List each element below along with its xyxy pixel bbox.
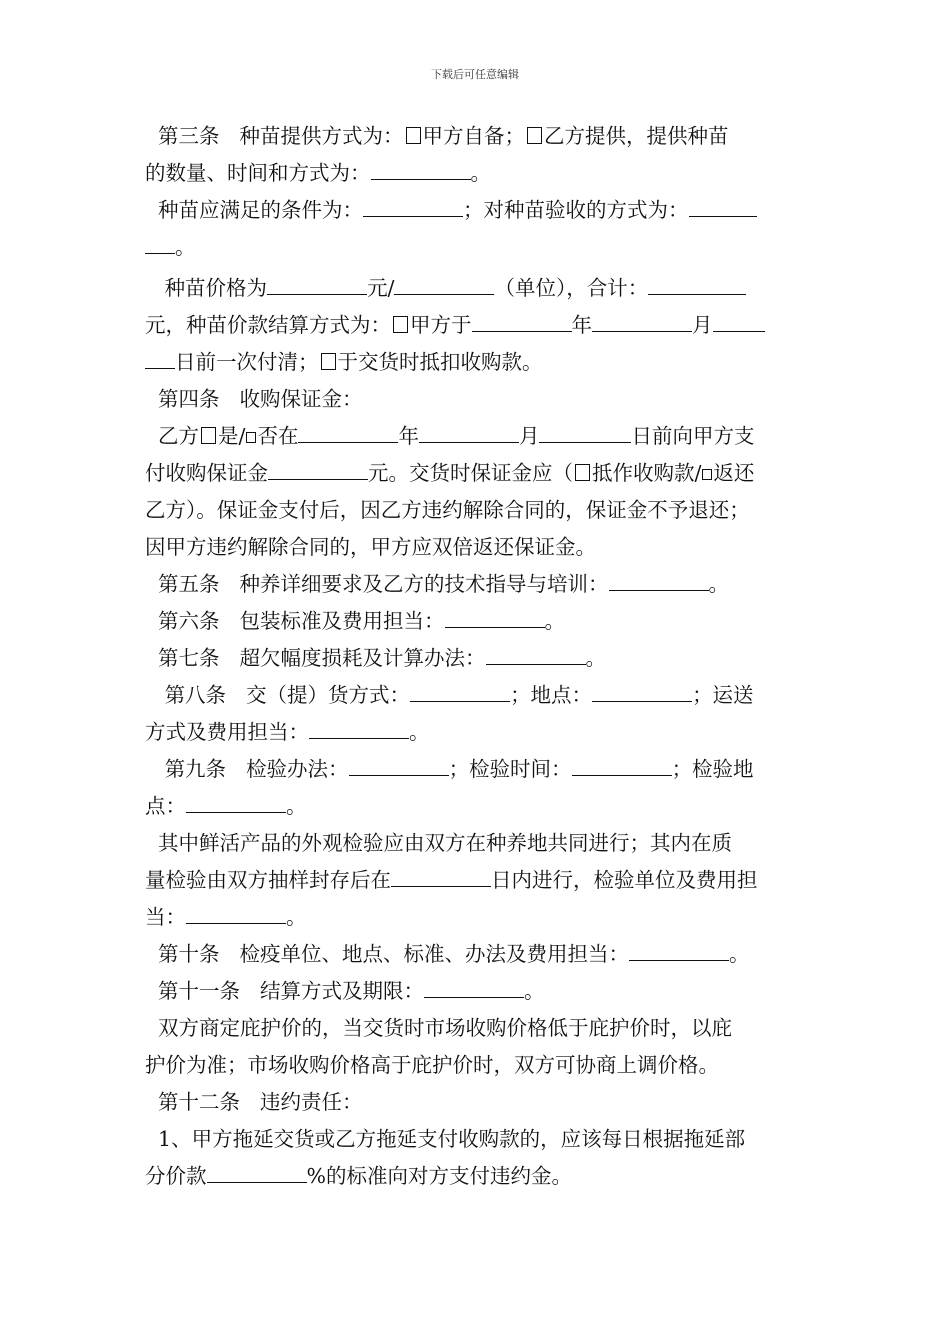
article-9-line-4 (145, 862, 810, 899)
text: 因甲方违约解除合同的，甲方应双倍返还保证金。 (145, 535, 596, 559)
contract-body (145, 118, 810, 1195)
seedling-conditions-line-2 (145, 229, 810, 266)
text: 种养详细要求及乙方的技术指导与培训： (239, 572, 609, 596)
article-8-line-1 (145, 677, 810, 714)
text: 超欠幅度损耗及计算办法： (239, 646, 486, 670)
fill-blank (713, 330, 765, 332)
fill-blank (572, 774, 672, 776)
article-11 (145, 973, 810, 1010)
text: 。 (286, 794, 307, 818)
page-header: 下载后可任意编辑 (431, 68, 519, 81)
article-4-title (145, 381, 810, 418)
fill-blank (145, 367, 175, 369)
text: 交（提）货方式： (246, 683, 411, 707)
fill-blank (410, 700, 510, 702)
text: 日内进行，检验单位及费用担 (491, 868, 758, 892)
fill-blank (145, 252, 175, 254)
text: 元/ (367, 276, 395, 300)
fill-blank (609, 589, 709, 591)
text: 年 (571, 313, 592, 337)
seedling-payment-line-2 (145, 344, 810, 381)
fill-blank (349, 774, 449, 776)
article-12-title (145, 1084, 810, 1121)
checkbox-icon (575, 464, 590, 481)
text: 。 (524, 979, 545, 1003)
fill-blank (298, 441, 398, 443)
text: 检验办法： (246, 757, 349, 781)
fill-blank (268, 478, 368, 480)
text: 。 (286, 905, 307, 929)
fill-blank (592, 700, 692, 702)
fill-blank (629, 959, 729, 961)
article-11-line-3 (145, 1047, 810, 1084)
article-3-line-2 (145, 155, 810, 192)
text: 。 (585, 646, 607, 670)
checkbox-icon (393, 316, 408, 333)
fill-blank (391, 885, 491, 887)
text: 。 (708, 572, 730, 596)
fill-blank (309, 737, 409, 739)
text: 违约责任： (260, 1090, 363, 1114)
text: 月 (518, 424, 540, 448)
fill-blank (394, 293, 494, 295)
seedling-price-line (145, 270, 810, 307)
checkbox-icon (527, 127, 542, 144)
text: 元，种苗价款结算方式为： (145, 313, 391, 337)
text: 于交货时抵扣收购款。 (337, 350, 543, 374)
article-label: 第九条 (164, 757, 227, 781)
seedling-payment-line (145, 307, 810, 344)
article-9-line-5 (145, 899, 810, 936)
text: 的数量、时间和方式为： (145, 161, 371, 185)
article-8-line-2 (145, 714, 810, 751)
article-label: 第十条 (158, 942, 220, 966)
text: ；运送 (692, 683, 754, 707)
text: 乙方提供，提供种苗 (544, 124, 729, 148)
text: 检疫单位、地点、标准、办法及费用担当： (239, 942, 630, 966)
article-10 (145, 936, 810, 973)
fill-blank (424, 996, 524, 998)
article-11-line-2 (145, 1010, 810, 1047)
text: 方式及费用担当： (145, 720, 309, 744)
checkbox-icon (201, 427, 216, 444)
fill-blank (207, 1181, 307, 1183)
article-4-line-2 (145, 455, 810, 492)
text: 月 (692, 313, 713, 337)
text: 否在 (257, 424, 299, 448)
text: 甲方自备； (422, 124, 526, 148)
article-label: 第七条 (158, 646, 220, 670)
article-3-line-1 (145, 118, 810, 155)
fill-blank (363, 215, 463, 217)
text: 结算方式及期限： (260, 979, 425, 1003)
fill-blank (592, 330, 692, 332)
article-7 (145, 640, 810, 677)
fill-blank (472, 330, 572, 332)
article-12-line-2 (145, 1158, 810, 1195)
fill-blank (186, 811, 286, 813)
article-label: 第六条 (158, 609, 220, 633)
article-9-line-3 (145, 825, 810, 862)
article-label: 第十一条 (158, 979, 241, 1003)
text: %的标准向对方支付违约金。 (306, 1164, 572, 1188)
text: 点： (145, 794, 186, 818)
small-checkbox-icon (246, 432, 256, 443)
text: 返还 (713, 461, 755, 485)
small-checkbox-icon (702, 469, 712, 480)
text: 量检验由双方抽样封存后在 (145, 868, 391, 892)
text: 双方商定庇护价的，当交货时市场收购价格低于庇护价时，以庇 (158, 1016, 733, 1040)
fill-blank (539, 441, 631, 443)
text: 甲方于 (410, 313, 472, 337)
text: 包装标准及费用担当： (239, 609, 445, 633)
text: 收购保证金： (239, 387, 363, 411)
fill-blank (486, 663, 586, 665)
fill-blank (267, 293, 367, 295)
text: 护价为准；市场收购价格高于庇护价时，双方可协商上调价格。 (145, 1053, 719, 1077)
fill-blank (445, 626, 545, 628)
text: 年 (398, 424, 419, 448)
checkbox-icon (321, 353, 336, 370)
text: 。 (544, 609, 566, 633)
fill-blank (689, 215, 757, 217)
text: 其中鲜活产品的外观检验应由双方在种养地共同进行；其内在质 (158, 831, 733, 855)
text: 是/ (218, 424, 246, 448)
fill-blank (371, 178, 471, 180)
text: 元。交货时保证金应（ (368, 461, 573, 485)
fill-blank (186, 922, 286, 924)
article-9-line-2 (145, 788, 810, 825)
text: ；检验地 (671, 757, 754, 781)
text: ；地点： (510, 683, 593, 707)
text: 分价款 (145, 1164, 207, 1188)
article-label: 第三条 (158, 124, 220, 148)
text: 。 (729, 942, 750, 966)
checkbox-icon (406, 127, 421, 144)
text: ；检验时间： (448, 757, 572, 781)
text: 日前一次付清； (175, 350, 319, 374)
fill-blank (648, 293, 746, 295)
text: 当： (145, 905, 186, 929)
text: 乙方 (158, 424, 200, 448)
text: 付收购保证金 (145, 461, 268, 485)
text: 抵作收购款/ (592, 461, 702, 485)
text: ；对种苗验收的方式为： (463, 198, 689, 222)
article-4-line-3 (145, 492, 810, 529)
text: （单位），合计： (494, 276, 649, 300)
text: 日前向甲方支 (631, 424, 755, 448)
article-4-line-1 (145, 418, 810, 455)
article-12-line-1 (145, 1121, 810, 1158)
article-4-line-4 (145, 529, 810, 566)
text: 种苗价格为 (164, 276, 268, 300)
article-5 (145, 566, 810, 603)
text: 。 (470, 161, 491, 185)
article-label: 第八条 (164, 683, 227, 707)
text: 种苗提供方式为： (239, 124, 404, 148)
article-label: 第五条 (158, 572, 220, 596)
article-label: 第十二条 (158, 1090, 241, 1114)
seedling-conditions-line (145, 192, 810, 229)
article-6 (145, 603, 810, 640)
fill-blank (419, 441, 519, 443)
text: 。 (175, 235, 196, 259)
text: 乙方）。保证金支付后，因乙方违约解除合同的，保证金不予退还； (145, 498, 750, 522)
article-9-line-1 (145, 751, 810, 788)
text: 。 (409, 720, 430, 744)
text: 1、甲方拖延交货或乙方拖延支付收购款的，应该每日根据拖延部 (158, 1127, 746, 1151)
article-label: 第四条 (158, 387, 220, 411)
text: 种苗应满足的条件为： (158, 198, 364, 222)
